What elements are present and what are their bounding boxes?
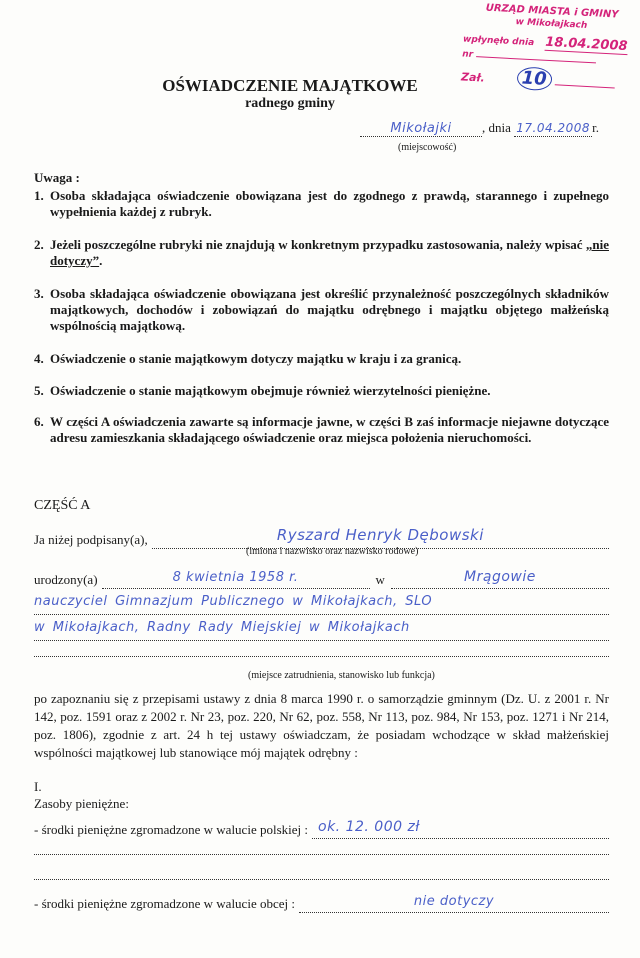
note-6-number: 6. <box>34 414 44 429</box>
note-3 <box>34 286 609 334</box>
pln-row <box>34 818 609 839</box>
foreign-label: - środki pieniężne zgromadzone w walucie obcej : <box>34 896 295 911</box>
stamp-received-label: wpłynęło dnia <box>462 34 535 49</box>
stamp-office: URZĄD MIASTA i GMINY <box>485 2 619 21</box>
date-label: , dnia <box>482 120 511 135</box>
in-label: w <box>375 572 385 587</box>
place-date-row <box>360 120 610 137</box>
stamp-attachments-value: 10 <box>516 66 552 91</box>
notes-heading: Uwaga : <box>34 170 80 185</box>
job-line-1-value: nauczyciel Gimnazjum Publicznego w Mikołajkach, SLO <box>34 594 433 609</box>
note-5-text: Oświadczenie o stanie majątkowym obejmuje również wierzytelności pieniężne. <box>50 383 491 398</box>
note-3-number: 3. <box>34 286 44 301</box>
place-caption: (miejscowość) <box>398 142 457 153</box>
note-5-number: 5. <box>34 383 44 398</box>
birth-place-value: Mrągowie <box>464 569 536 585</box>
document-title: OŚWIADCZENIE MAJĄTKOWE <box>162 76 418 95</box>
note-2-text: Jeżeli poszczególne rubryki nie znajdują w konkretnym przypadku zastosowania, należy wpisać <box>50 237 586 252</box>
name-value: Ryszard Henryk Dębowski <box>276 526 484 544</box>
pln-label: - środki pieniężne zgromadzone w walucie polskiej : <box>34 822 308 837</box>
year-suffix: r. <box>592 120 600 135</box>
birth-date-value: 8 kwietnia 1958 r. <box>172 570 299 585</box>
part-a-heading: CZĘŚĆ A <box>34 498 91 513</box>
section-1-heading: Zasoby pieniężne: <box>34 796 129 811</box>
note-2-number: 2. <box>34 237 44 252</box>
note-6 <box>34 414 609 446</box>
note-4-number: 4. <box>34 351 44 366</box>
note-1 <box>34 188 609 220</box>
foreign-row <box>34 892 609 913</box>
stamp-received-date: 18.04.2008 <box>544 34 628 55</box>
note-5 <box>34 383 609 399</box>
signed-label: Ja niżej podpisany(a), <box>34 532 148 547</box>
stamp-nr-label: nr <box>461 49 474 60</box>
note-3-text: Osoba składająca oświadczenie obowiązana jest określić przynależność poszczególnych składników majątkowych, dochodów i zobowiązań do majątku odrębnego i majątku objętego małżeńską wspólnością majątkową. <box>50 286 609 333</box>
note-4 <box>34 351 609 367</box>
stamp-attachments-label: Zał. <box>460 70 486 85</box>
name-caption: (imiona i nazwisko oraz nazwisko rodowe) <box>246 546 419 557</box>
pln-value: ok. 12. 000 zł <box>318 819 420 835</box>
born-row <box>34 568 609 589</box>
pln-line-3 <box>34 879 609 880</box>
job-line-2 <box>34 618 609 641</box>
foreign-value: nie dotyczy <box>413 894 495 909</box>
job-caption: (miejsce zatrudnienia, stanowisko lub funkcja) <box>248 670 435 681</box>
date-value: 17.04.2008 <box>516 121 590 135</box>
born-label: urodzony(a) <box>34 572 98 587</box>
note-1-text: Osoba składająca oświadczenie obowiązana jest do zgodnego z prawdą, starannego i zupełnego wypełnienia każdej z rubryk. <box>50 188 609 219</box>
section-1-numeral: I. <box>34 779 42 794</box>
job-line-2-value: w Mikołajkach, Radny Rady Miejskiej w Mikołajkach <box>34 620 410 635</box>
note-1-number: 1. <box>34 188 44 203</box>
note-6-text: W części A oświadczenia zawarte są informacje jawne, w części B zaś informacje niejawne dotyczące adresu zamieszkania składającego oświadczenie oraz miejsca położenia nieruchomości. <box>50 414 609 445</box>
stamp-location: w Mikołajkach <box>515 17 588 31</box>
statement-text: po zapoznaniu się z przepisami ustawy z dnia 8 marca 1990 r. o samorządzie gminnym (Dz. U. z 2001 r. Nr 142, poz. 1591 oraz z 2002 r. Nr 23, poz. 220, Nr 62, poz. 558, Nr 113, poz. 984, Nr 153, poz. 1271 i Nr 214, poz. 1806), zgodnie z art. 24 h tej ustawy oświadczam, że posiadam wchodzące w skład małżeńskiej wspólności majątkowej lub stanowiące mój majątek odrębny : <box>34 691 609 760</box>
note-2 <box>34 237 609 269</box>
note-2-text-wrap <box>50 237 609 269</box>
note-2-emphasis: „nie dotyczy” <box>50 237 609 268</box>
note-4-text: Oświadczenie o stanie majątkowym dotyczy majątku w kraju i za granicą. <box>50 351 462 366</box>
pln-line-2 <box>34 854 609 855</box>
job-line-3 <box>34 656 609 657</box>
note-2-text-end: . <box>99 253 103 268</box>
job-line-1 <box>34 592 609 615</box>
place-value: Mikołajki <box>390 121 452 136</box>
document-subtitle: radnego gminy <box>245 96 335 111</box>
